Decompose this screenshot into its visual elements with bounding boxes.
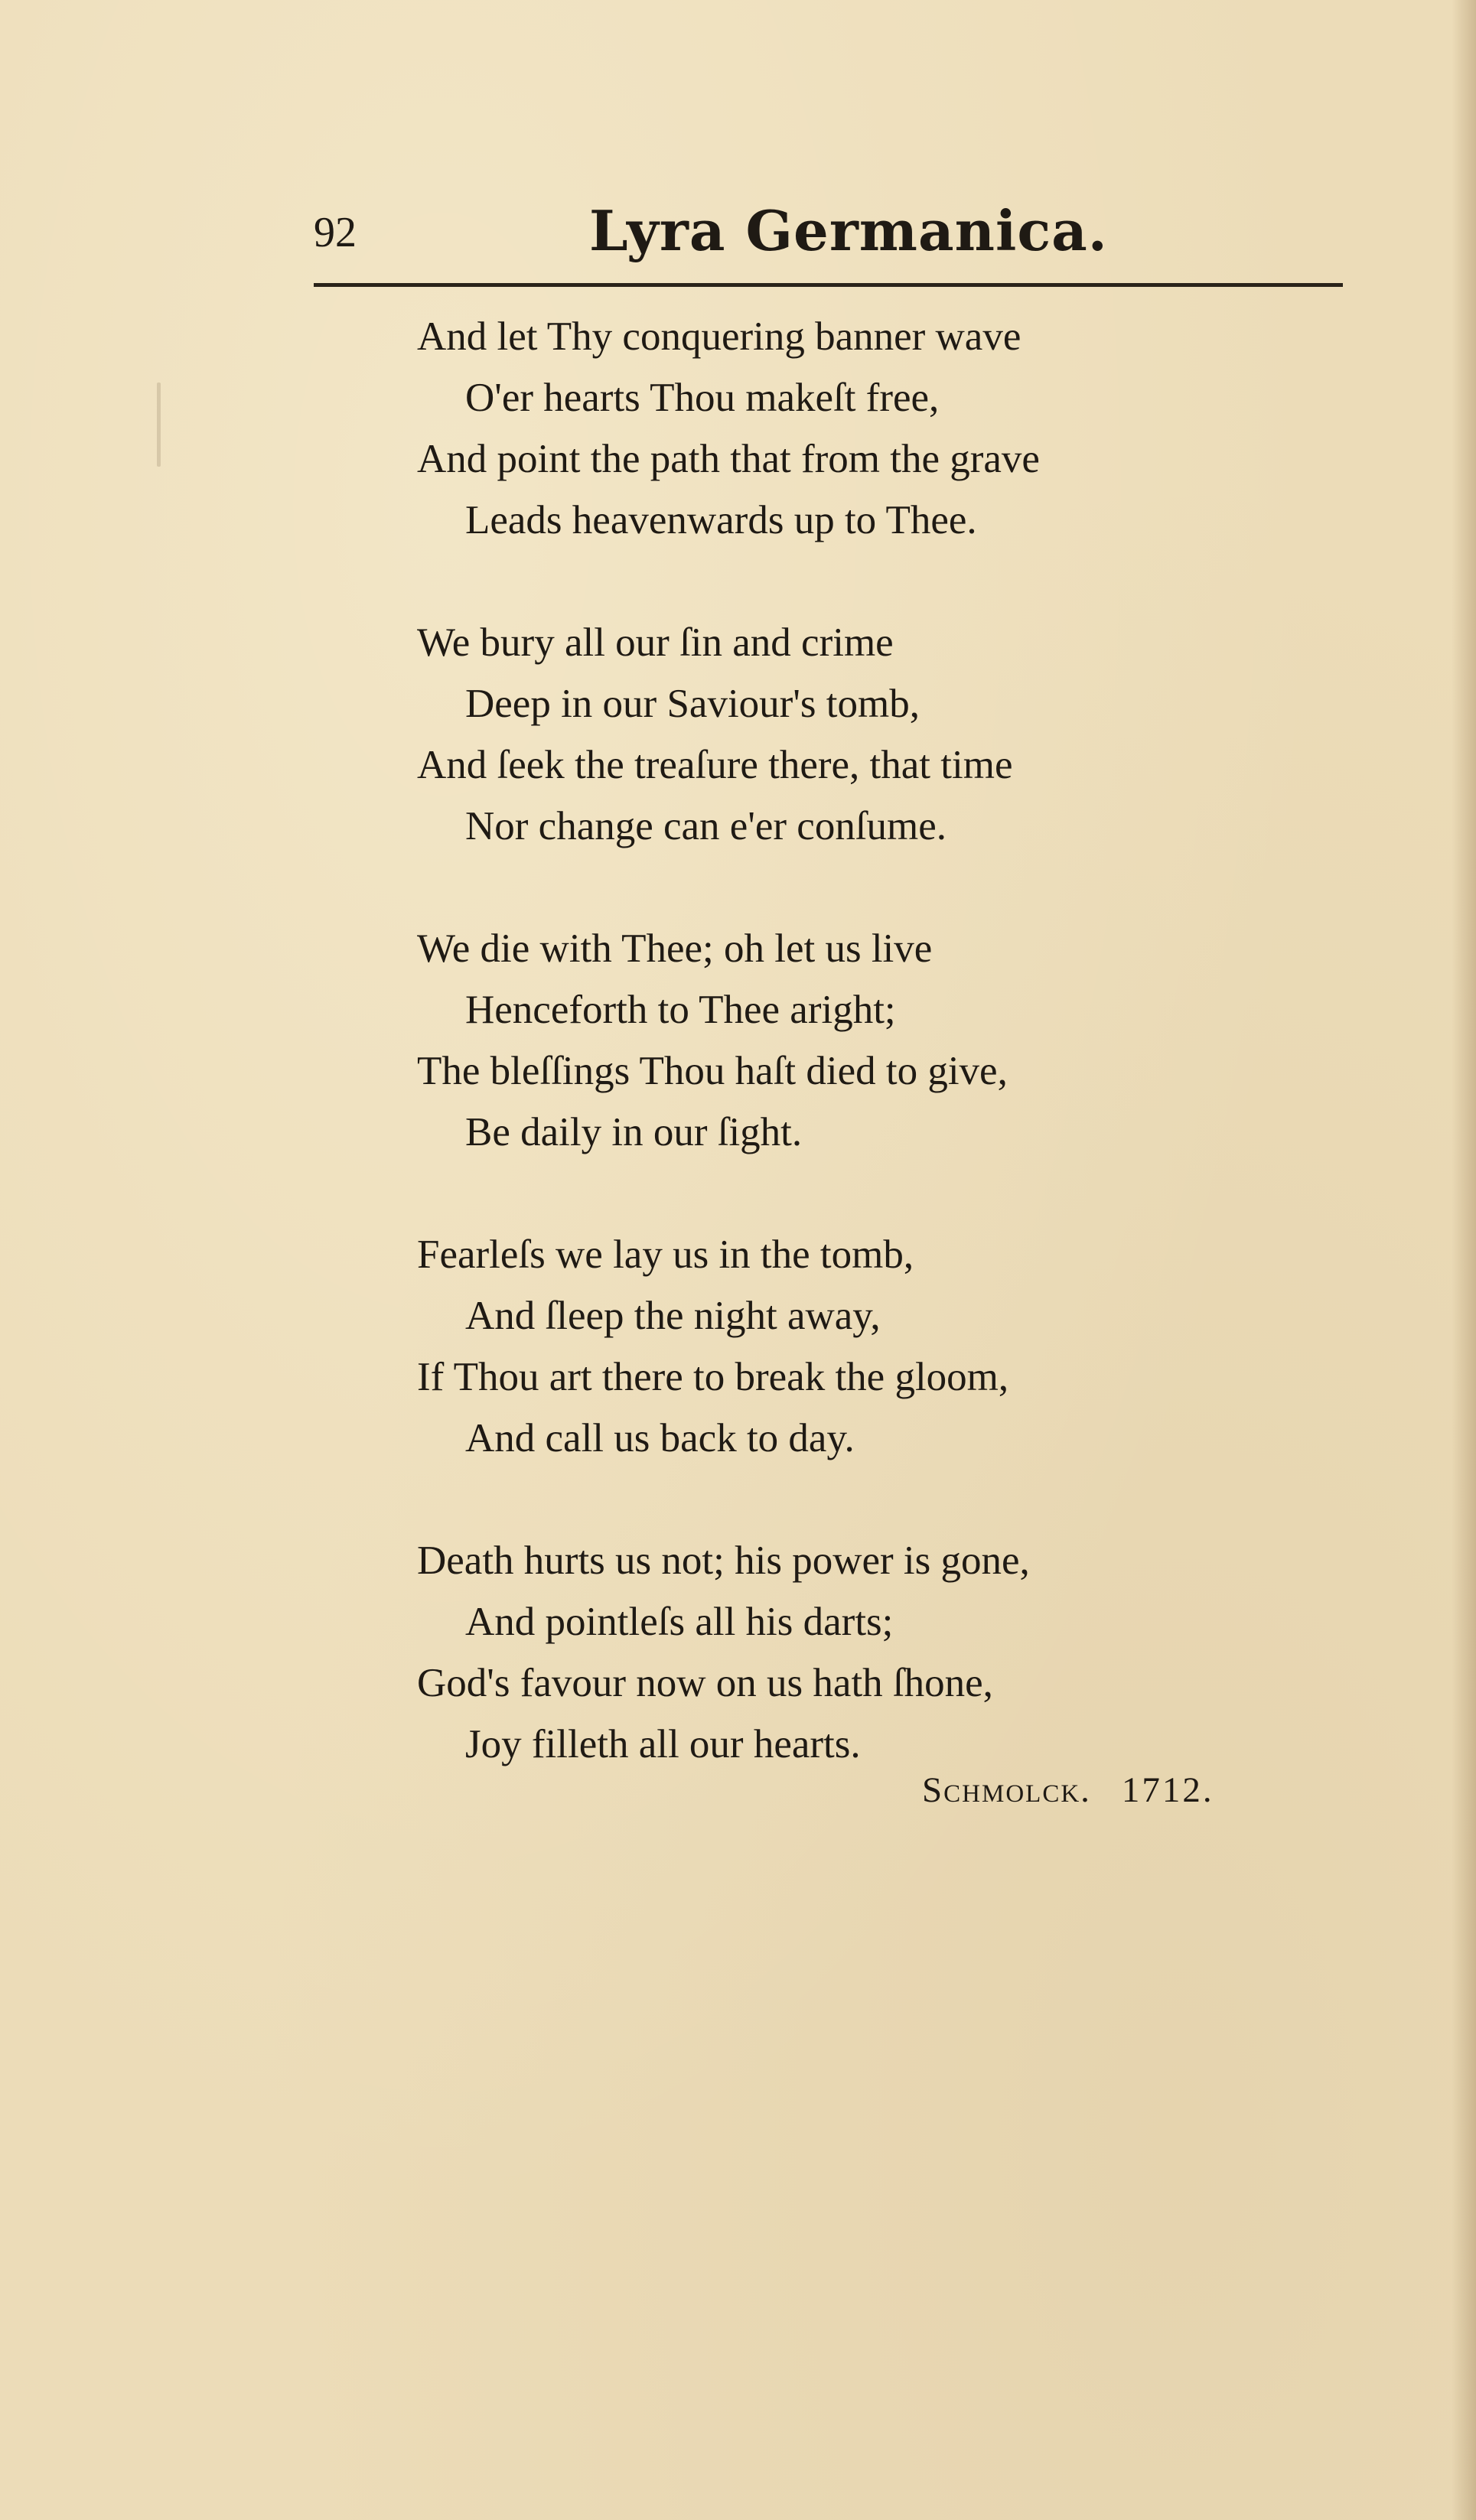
page-edge-shadow [1452, 0, 1476, 2520]
poem [417, 306, 1297, 1836]
year: 1712. [1121, 1770, 1214, 1810]
poem-line: Leads heavenwards up to Thee. [465, 498, 977, 542]
poem-line: Death hurts us not; his power is gone, [417, 1538, 1030, 1583]
poem-line: We die with Thee; oh let us live [417, 926, 933, 971]
poem-line: And ſleep the night away, [465, 1294, 881, 1338]
header-rule [314, 283, 1343, 287]
margin-mark [157, 383, 161, 467]
poem-line: Henceforth to Thee aright; [465, 988, 896, 1032]
poem-line: We bury all our ſin and crime [417, 620, 894, 665]
poem-line: Nor change can e'er conſume. [465, 804, 947, 848]
poem-line: Fearleſs we lay us in the tomb, [417, 1232, 914, 1277]
running-title: Lyra Germanica. [589, 198, 1108, 263]
poem-line: Deep in our Saviour's tomb, [465, 682, 920, 726]
author-name: Schmolck. [922, 1770, 1091, 1810]
stanza-3 [417, 918, 1297, 1163]
poem-line: Be daily in our ſight. [465, 1110, 803, 1154]
page-number: 92 [314, 209, 357, 256]
running-header [314, 191, 1343, 291]
poem-line: And point the path that from the grave [417, 437, 1040, 481]
poem-line: Joy filleth all our hearts. [465, 1722, 861, 1766]
poem-line: And pointleſs all his darts; [465, 1600, 894, 1644]
stanza-4 [417, 1224, 1297, 1469]
poem-line: The bleſſings Thou haſt died to give, [417, 1049, 1008, 1093]
poem-line: And call us back to day. [465, 1416, 855, 1460]
poem-line: O'er hearts Thou makeſt free, [465, 376, 940, 420]
poem-line: If Thou art there to break the gloom, [417, 1355, 1009, 1399]
poem-line: And ſeek the treaſure there, that time [417, 743, 1013, 787]
stanza-5 [417, 1530, 1297, 1775]
stanza-2 [417, 612, 1297, 857]
poem-line: God's favour now on us hath ſhone, [417, 1661, 993, 1705]
stanza-1 [417, 306, 1297, 551]
attribution [922, 1760, 1305, 1821]
poem-line: And let Thy conquering banner wave [417, 314, 1021, 359]
